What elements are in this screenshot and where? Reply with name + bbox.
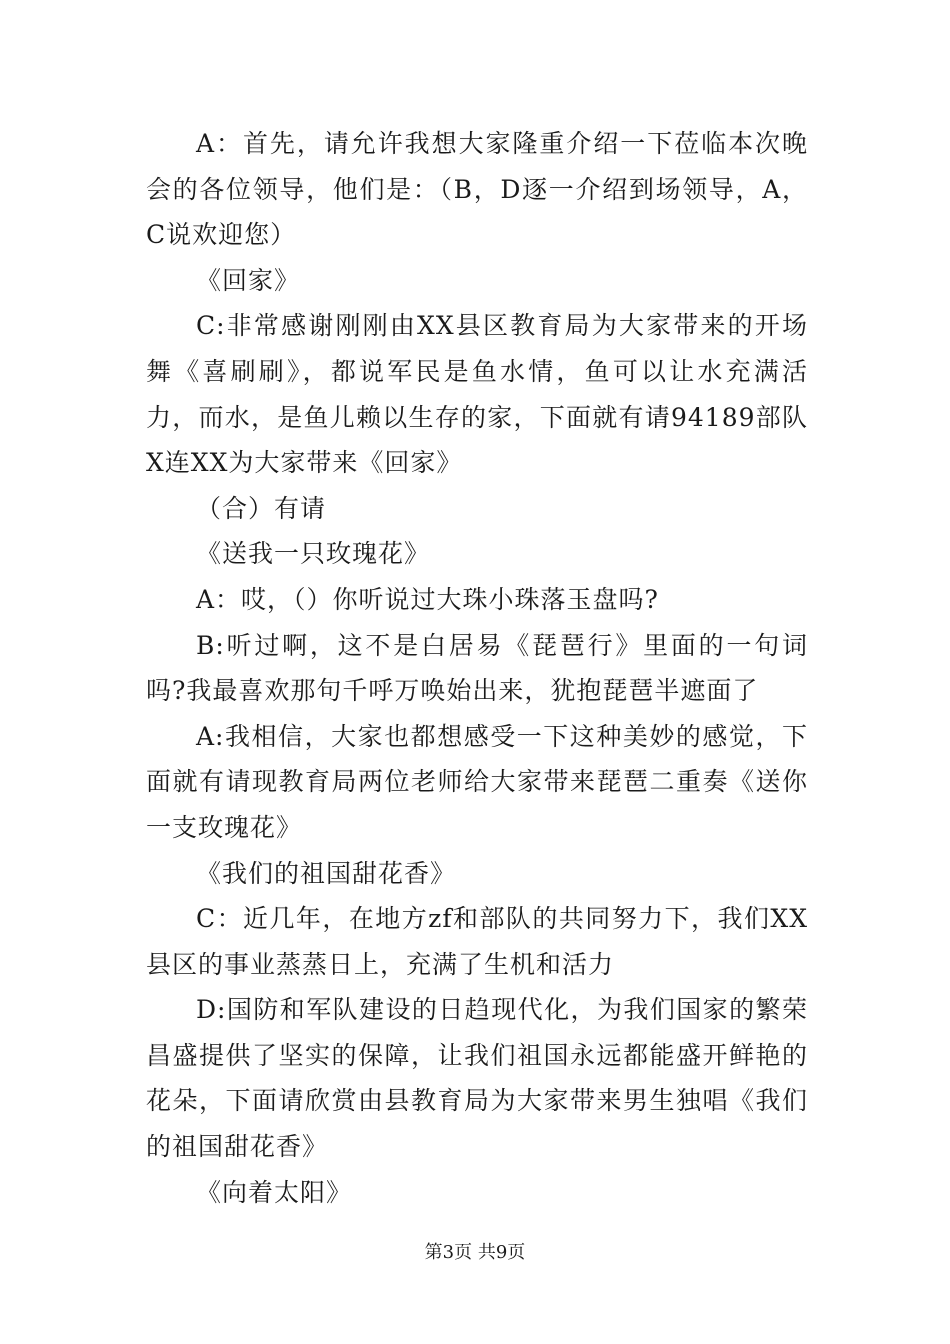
paragraph-intro-motherland: D:国防和军队建设的日趋现代化，为我们国家的繁荣昌盛提供了坚实的保障，让我们祖国永远都能盛开鲜艳的花朵，下面请欣赏由县教育局为大家带来男生独唱《我们的祖国甜花香》 [146, 995, 808, 1162]
program-title-motherland: 《我们的祖国甜花香》 [196, 858, 457, 888]
page-number-footer: 第3页 共9页 [424, 1242, 526, 1263]
program-title-huijia: 《回家》 [196, 265, 301, 295]
program-title-sun: 《向着太阳》 [196, 1177, 353, 1207]
paragraph-dialogue-a: A：哎，（）你听说过大珠小珠落玉盘吗? [196, 584, 659, 614]
paragraph-intro-huijia: C:非常感谢刚刚由XX县区教育局为大家带来的开场舞《喜刷刷》，都说军民是鱼水情，鱼可以让水充满活力，而水，是鱼儿赖以生存的家，下面就有请94189部队X连XX为大家带来《回家》 [146, 311, 808, 478]
paragraph-together-invite: （合）有请 [196, 493, 327, 523]
paragraph-dialogue-c: C：近几年，在地方zf和部队的共同努力下，我们XX县区的事业蒸蒸日上，充满了生机和活力 [146, 904, 808, 979]
document-body [146, 121, 808, 1215]
paragraph-welcome-leaders: A：首先，请允许我想大家隆重介绍一下莅临本次晚会的各位领导，他们是：（B，D逐一介绍到场领导，A，C说欢迎您） [146, 129, 808, 250]
program-title-rose: 《送我一只玫瑰花》 [196, 539, 431, 569]
paragraph-intro-rose: A:我相信，大家也都想感受一下这种美妙的感觉，下面就有请现教育局两位老师给大家带来琵琶二重奏《送你一支玫瑰花》 [146, 721, 808, 842]
paragraph-dialogue-b: B:听过啊，这不是白居易《琵琶行》里面的一句词吗?我最喜欢那句千呼万唤始出来，犹抱琵琶半遮面了 [146, 630, 808, 706]
